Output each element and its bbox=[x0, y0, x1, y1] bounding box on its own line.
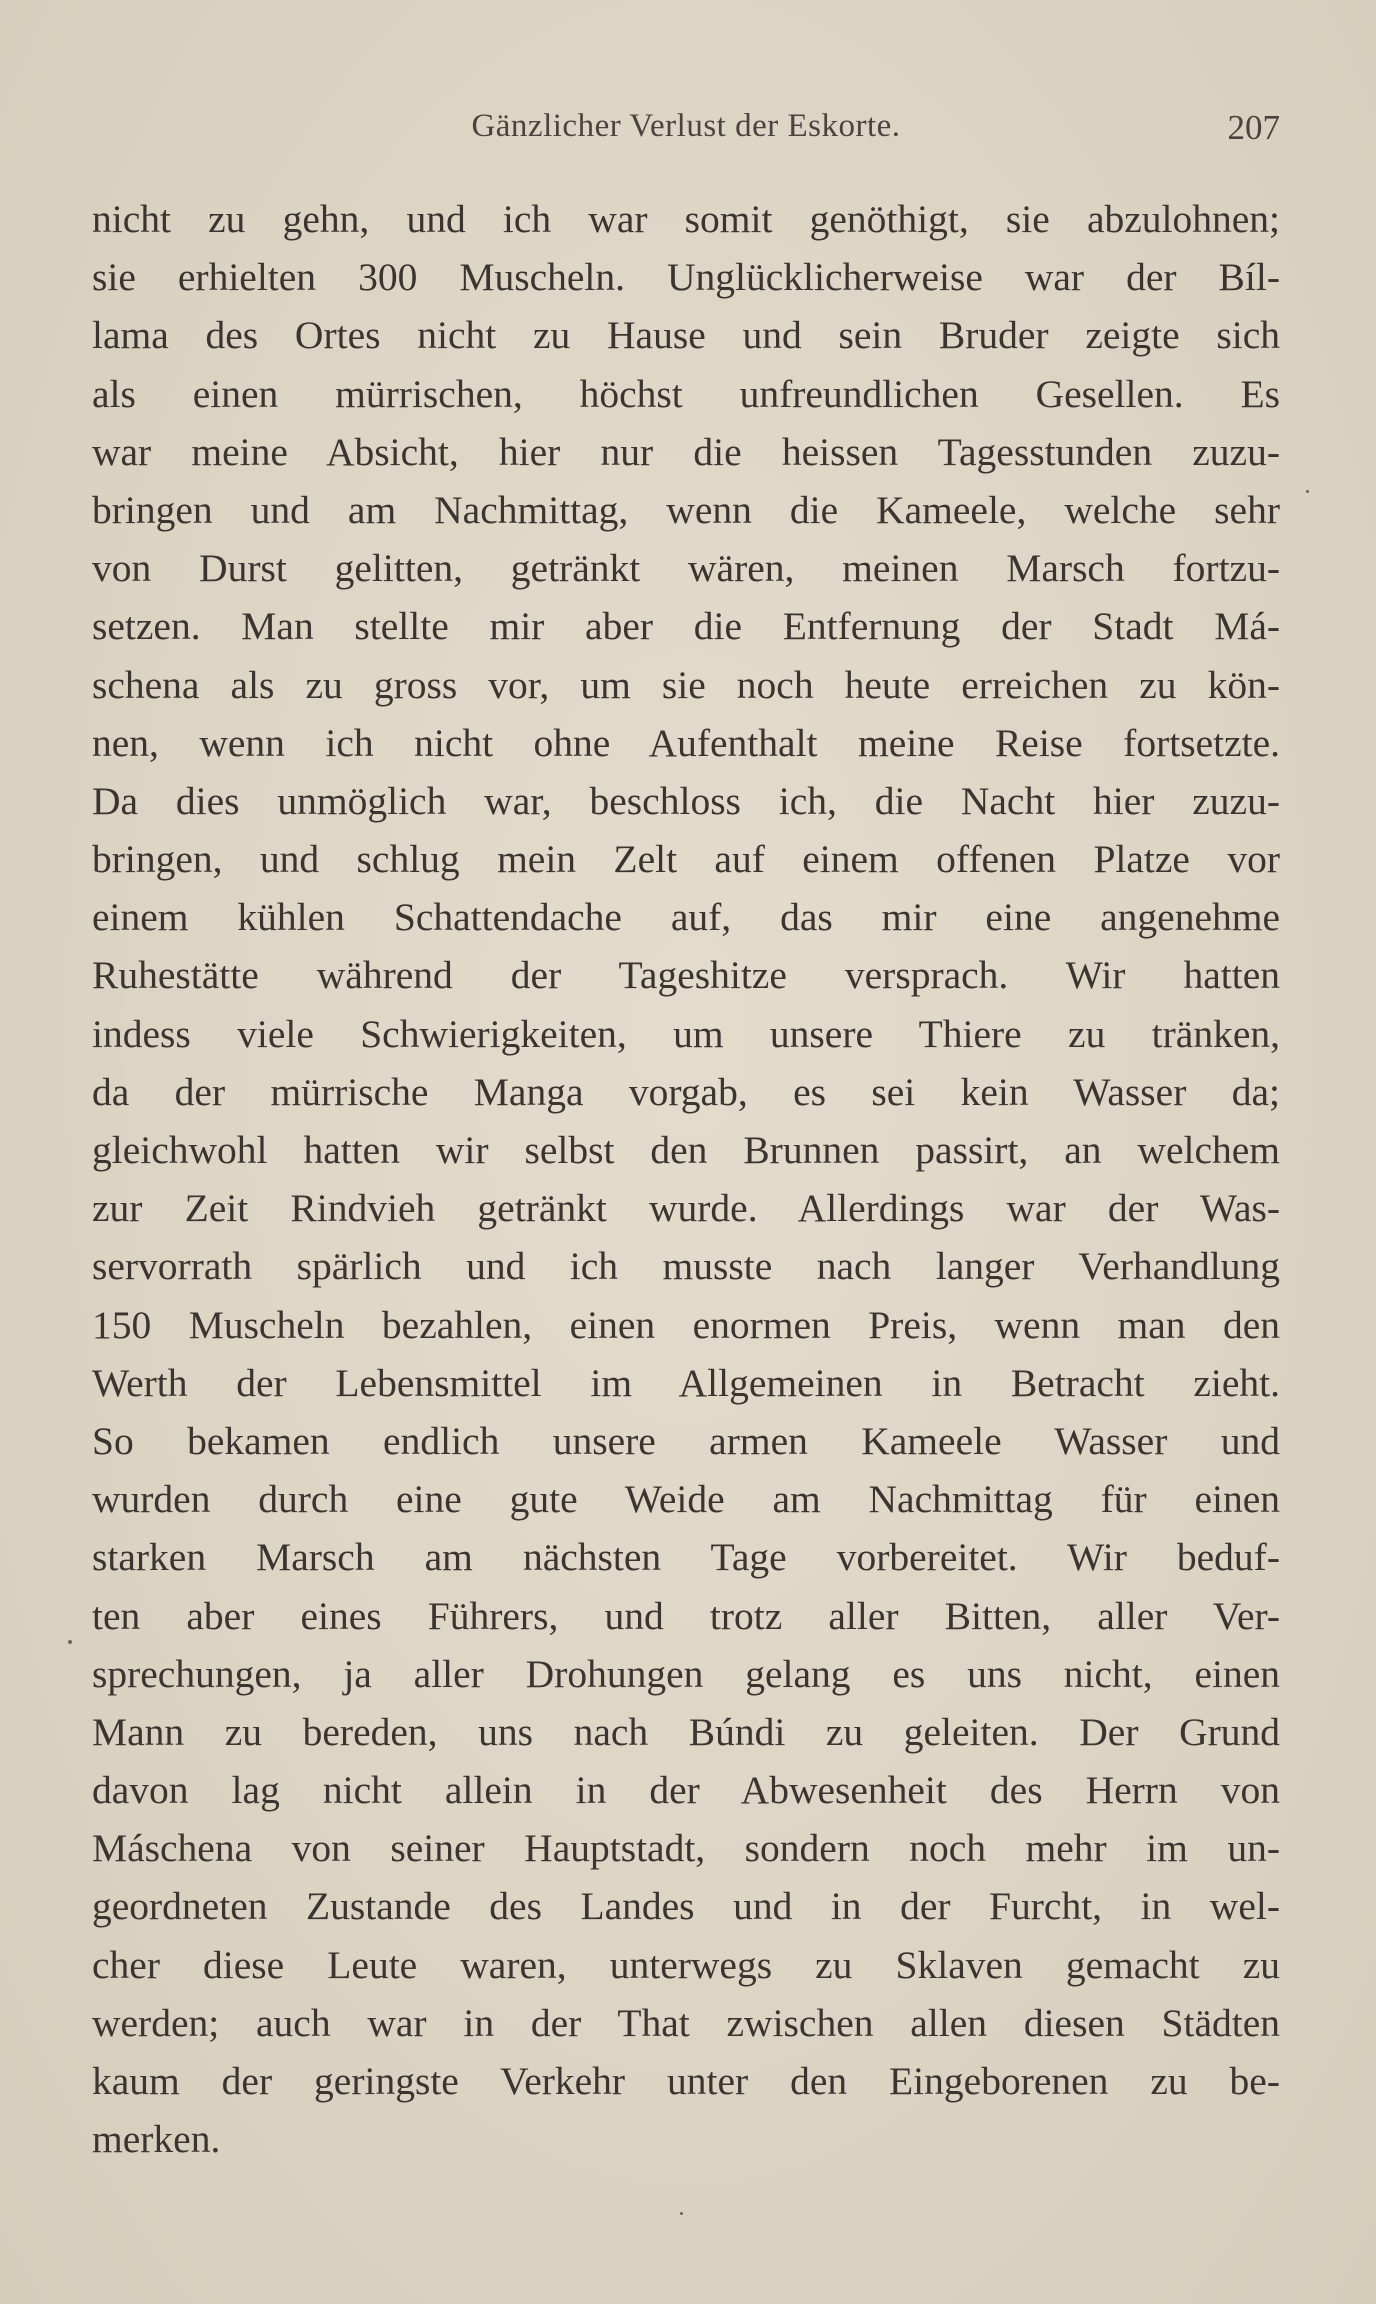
text-line: war meine Absicht, hier nur die heissen Tagesstunden zuzu- bbox=[92, 429, 1280, 474]
text-line: Ruhestätte während der Tageshitze versprach. Wir hatten bbox=[92, 953, 1280, 998]
running-title: Gänzlicher Verlust der Eskorte. bbox=[471, 108, 901, 144]
text-line: geordneten Zustande des Landes und in der Furcht, in wel- bbox=[92, 1884, 1280, 1929]
text-line: zur Zeit Rindvieh getränkt wurde. Allerdings war der Was- bbox=[92, 1186, 1280, 1231]
text-line: Da dies unmöglich war, beschloss ich, die Nacht hier zuzu- bbox=[92, 778, 1280, 823]
text-line: gleichwohl hatten wir selbst den Brunnen passirt, an welchem bbox=[92, 1128, 1280, 1172]
text-line: werden; auch war in der That zwischen allen diesen Städten bbox=[92, 2000, 1280, 2045]
text-line: nen, wenn ich nicht ohne Aufenthalt meine Reise fortsetzte. bbox=[92, 720, 1280, 765]
text-line: lama des Ortes nicht zu Hause und sein Bruder zeigte sich bbox=[92, 313, 1280, 358]
text-line: ten aber eines Führers, und trotz aller Bitten, aller Ver- bbox=[92, 1593, 1280, 1638]
text-line: bringen, und schlug mein Zelt auf einem offenen Platze vor bbox=[92, 837, 1280, 882]
text-line: wurden durch eine gute Weide am Nachmittag für einen bbox=[92, 1477, 1280, 1522]
text-line: davon lag nicht allein in der Abwesenheit des Herrn von bbox=[92, 1768, 1280, 1813]
text-line: merken. bbox=[92, 2117, 221, 2162]
text-line: Mann zu bereden, uns nach Búndi zu geleiten. Der Grund bbox=[92, 1709, 1280, 1754]
text-line: indess viele Schwierigkeiten, um unsere Thiere zu tränken, bbox=[92, 1011, 1280, 1056]
paper-speck bbox=[680, 2212, 683, 2215]
text-line: sprechungen, ja aller Drohungen gelang es uns nicht, einen bbox=[92, 1651, 1280, 1696]
text-line: sie erhielten 300 Muscheln. Unglücklicherweise war der Bíl- bbox=[92, 255, 1280, 300]
text-line: von Durst gelitten, getränkt wären, meinen Marsch fortzu- bbox=[92, 546, 1280, 591]
text-line: So bekamen endlich unsere armen Kameele Wasser und bbox=[92, 1418, 1280, 1463]
paper-speck bbox=[1306, 490, 1309, 493]
text-line: setzen. Man stellte mir aber die Entfernung der Stadt Má- bbox=[92, 604, 1280, 649]
text-line: cher diese Leute waren, unterwegs zu Sklaven gemacht zu bbox=[92, 1942, 1280, 1987]
text-line: Máschena von seiner Hauptstadt, sondern noch mehr im un- bbox=[92, 1826, 1280, 1871]
body-text bbox=[92, 190, 1280, 2168]
text-line: kaum der geringste Verkehr unter den Eingeborenen zu be- bbox=[92, 2059, 1280, 2103]
text-line: bringen und am Nachmittag, wenn die Kameele, welche sehr bbox=[92, 487, 1280, 532]
page-number: 207 bbox=[1227, 108, 1280, 147]
text-line: als einen mürrischen, höchst unfreundlichen Gesellen. Es bbox=[92, 371, 1280, 416]
paper-speck bbox=[68, 1640, 72, 1644]
text-line: einem kühlen Schattendache auf, das mir eine angenehme bbox=[92, 895, 1280, 940]
text-line: starken Marsch am nächsten Tage vorbereitet. Wir beduf- bbox=[92, 1535, 1280, 1580]
text-line: Werth der Lebensmittel im Allgemeinen in Betracht zieht. bbox=[92, 1360, 1280, 1405]
text-line: servorrath spärlich und ich musste nach langer Verhandlung bbox=[92, 1244, 1280, 1289]
text-line: 150 Muscheln bezahlen, einen enormen Preis, wenn man den bbox=[92, 1302, 1280, 1347]
text-line: da der mürrische Manga vorgab, es sei kein Wasser da; bbox=[92, 1069, 1280, 1114]
text-line: schena als zu gross vor, um sie noch heute erreichen zu kön- bbox=[92, 662, 1280, 707]
text-line: nicht zu gehn, und ich war somit genöthigt, sie abzulohnen; bbox=[92, 197, 1280, 241]
page-header bbox=[92, 108, 1280, 156]
